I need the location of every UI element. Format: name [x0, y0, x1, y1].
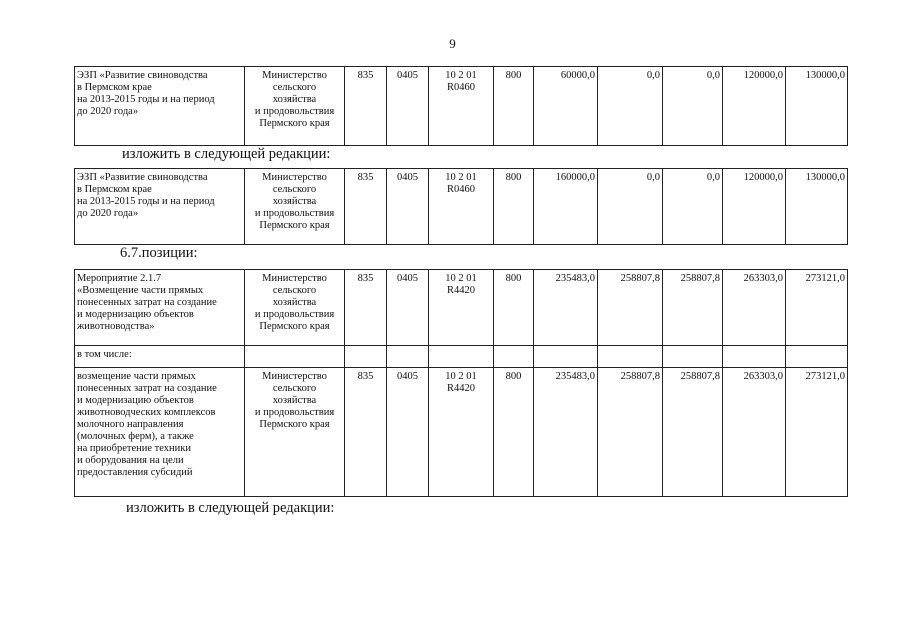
- ministry-line: сельского: [272, 82, 317, 93]
- item-name-line: и оборудования на цели: [77, 455, 184, 466]
- item-name-line: молочного направления: [77, 419, 184, 430]
- item-name-line: на 2013-2015 годы и на период: [77, 196, 215, 207]
- table-row: [75, 346, 848, 368]
- ministry-line: Пермского края: [259, 118, 330, 129]
- amount-5-cell: 273121,0: [786, 270, 848, 346]
- amount-4-cell: 263303,0: [723, 270, 786, 346]
- item-name-line: животноводческих комплексов: [77, 407, 216, 418]
- section-code-cell: 0405: [387, 270, 429, 346]
- target-article-cell: 10 2 01 R0460: [429, 67, 494, 146]
- ministry-line: и продовольствия: [254, 208, 335, 219]
- section-code-cell: 0405: [387, 67, 429, 146]
- item-name-line: на 2013-2015 годы и на период: [77, 94, 215, 105]
- item-name-line: предоставления субсидий: [77, 467, 193, 478]
- ministry-cell: [245, 368, 345, 497]
- amount-1-cell: 235483,0: [534, 368, 598, 497]
- ministry-line: сельского: [272, 383, 317, 394]
- amount-1-cell: [534, 346, 598, 368]
- item-name-line: Мероприятие 2.1.7: [77, 273, 162, 284]
- expense-type-cell: [494, 346, 534, 368]
- target-article-cell: [429, 346, 494, 368]
- item-name-line: и модернизацию объектов: [77, 309, 194, 320]
- ministry-line: Пермского края: [259, 220, 330, 231]
- item-name-cell: [75, 169, 245, 245]
- ministry-line: хозяйства: [272, 196, 317, 207]
- item-name-cell: [75, 67, 245, 146]
- expense-type-cell: 800: [494, 368, 534, 497]
- amount-4-cell: [723, 346, 786, 368]
- target-article-cell: 10 2 01 R0460: [429, 169, 494, 245]
- amount-1-cell: 60000,0: [534, 67, 598, 146]
- amount-3-cell: 258807,8: [663, 270, 723, 346]
- amount-3-cell: 0,0: [663, 169, 723, 245]
- grbs-code-cell: 835: [345, 270, 387, 346]
- item-name-line: ЭЗП «Развитие свиноводства: [77, 70, 208, 81]
- item-name-line: до 2020 года»: [77, 106, 139, 117]
- item-name-line: понесенных затрат на создание: [77, 297, 217, 308]
- amount-4-cell: 120000,0: [723, 169, 786, 245]
- ministry-line: Министерство: [262, 371, 327, 382]
- ministry-cell: [245, 169, 345, 245]
- amount-2-cell: 258807,8: [598, 368, 663, 497]
- caption-edit-2: изложить в следующей редакции:: [126, 500, 335, 516]
- ministry-line: и продовольствия: [254, 407, 335, 418]
- ministry-cell: [245, 67, 345, 146]
- target-article-cell: 10 2 01 R4420: [429, 368, 494, 497]
- item-name-line: понесенных затрат на создание: [77, 383, 217, 394]
- amount-2-cell: 258807,8: [598, 270, 663, 346]
- grbs-code-cell: 835: [345, 67, 387, 146]
- ministry-line: Министерство: [262, 172, 327, 183]
- table-row: [75, 270, 848, 346]
- caption-edit-1: изложить в следующей редакции:: [122, 146, 331, 162]
- section-code-cell: 0405: [387, 368, 429, 497]
- item-name-line: «Возмещение части прямых: [77, 285, 204, 296]
- amount-5-cell: 273121,0: [786, 368, 848, 497]
- ministry-line: и продовольствия: [254, 309, 335, 320]
- ministry-line: сельского: [272, 285, 317, 296]
- amount-5-cell: 130000,0: [786, 169, 848, 245]
- amount-3-cell: 0,0: [663, 67, 723, 146]
- item-name-line: на приобретение техники: [77, 443, 191, 454]
- ministry-line: хозяйства: [272, 297, 317, 308]
- ministry-cell: [245, 270, 345, 346]
- grbs-code-cell: [345, 346, 387, 368]
- section-code-cell: [387, 346, 429, 368]
- item-name-line: до 2020 года»: [77, 208, 139, 219]
- grbs-code-cell: 835: [345, 169, 387, 245]
- amount-1-cell: 160000,0: [534, 169, 598, 245]
- budget-table-2: [74, 168, 848, 245]
- ministry-line: Министерство: [262, 273, 327, 284]
- budget-table-3: [74, 269, 848, 497]
- amount-5-cell: [786, 346, 848, 368]
- amount-3-cell: 258807,8: [663, 368, 723, 497]
- ministry-line: Министерство: [262, 70, 327, 81]
- table-row: [75, 368, 848, 497]
- item-name-cell: [75, 368, 245, 497]
- item-name-cell: [75, 270, 245, 346]
- ministry-line: хозяйства: [272, 395, 317, 406]
- ministry-line: Пермского края: [259, 321, 330, 332]
- item-name-line: (молочных ферм), а также: [77, 431, 194, 442]
- grbs-code-cell: 835: [345, 368, 387, 497]
- item-name-line: ЭЗП «Развитие свиноводства: [77, 172, 208, 183]
- positions-heading: 6.7.позиции:: [120, 245, 198, 261]
- target-article-cell: 10 2 01 R4420: [429, 270, 494, 346]
- table-row: [75, 169, 848, 245]
- ministry-line: сельского: [272, 184, 317, 195]
- item-name-line: в Пермском крае: [77, 184, 152, 195]
- amount-4-cell: 263303,0: [723, 368, 786, 497]
- expense-type-cell: 800: [494, 67, 534, 146]
- ministry-line: хозяйства: [272, 94, 317, 105]
- amount-3-cell: [663, 346, 723, 368]
- item-name-line: в том числе:: [77, 349, 132, 360]
- section-code-cell: 0405: [387, 169, 429, 245]
- ministry-cell: [245, 346, 345, 368]
- table-row: [75, 67, 848, 146]
- amount-4-cell: 120000,0: [723, 67, 786, 146]
- amount-1-cell: 235483,0: [534, 270, 598, 346]
- page-number: 9: [449, 36, 456, 51]
- budget-table-1: [74, 66, 848, 146]
- amount-2-cell: 0,0: [598, 169, 663, 245]
- ministry-line: Пермского края: [259, 419, 330, 430]
- item-name-line: животноводства»: [77, 321, 155, 332]
- ministry-line: и продовольствия: [254, 106, 335, 117]
- expense-type-cell: 800: [494, 270, 534, 346]
- amount-2-cell: 0,0: [598, 67, 663, 146]
- amount-5-cell: 130000,0: [786, 67, 848, 146]
- amount-2-cell: [598, 346, 663, 368]
- item-name-line: и модернизацию объектов: [77, 395, 194, 406]
- expense-type-cell: 800: [494, 169, 534, 245]
- item-name-line: в Пермском крае: [77, 82, 152, 93]
- item-name-line: возмещение части прямых: [77, 371, 196, 382]
- item-name-cell: [75, 346, 245, 368]
